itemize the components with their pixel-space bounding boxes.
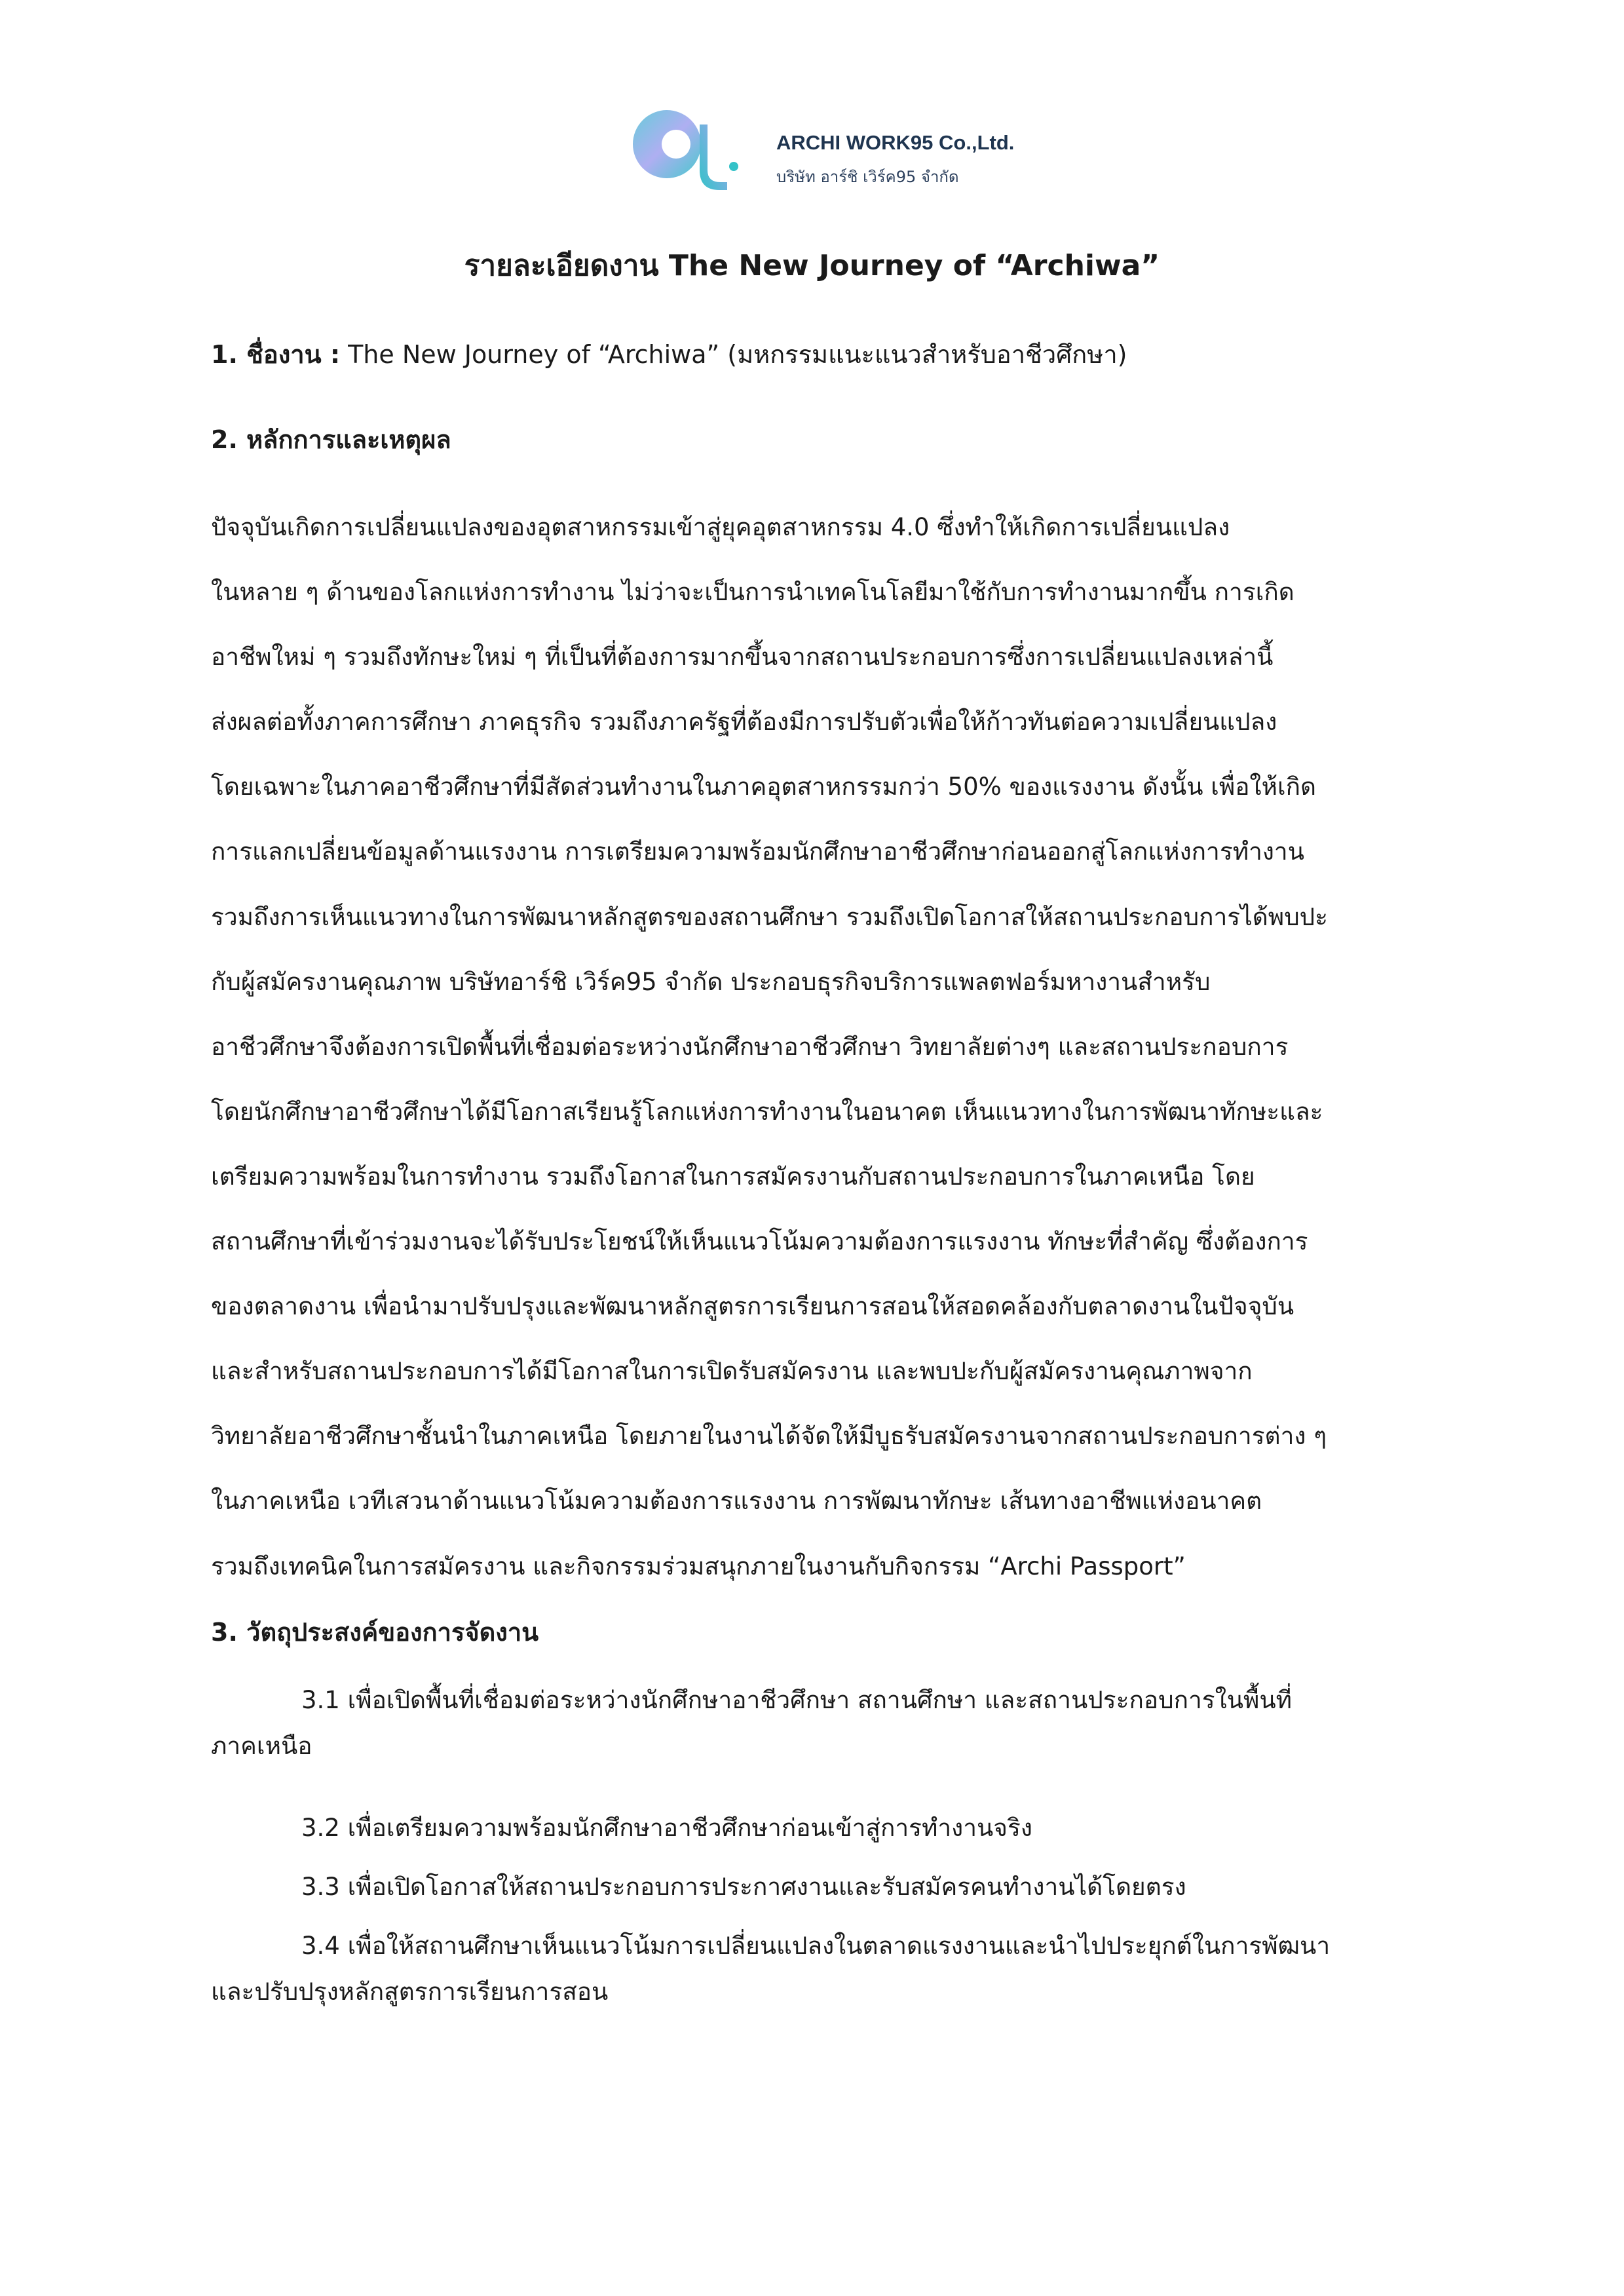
section-3-heading: 3. วัตถุประสงค์ของการจัดงาน [211,1618,539,1647]
company-name: ARCHI WORK95 Co.,Ltd. [776,131,1015,154]
paragraph-line: รวมถึงการเห็นแนวทางในการพัฒนาหลักสูตรของสถานศึกษา รวมถึงเปิดโอกาสให้สถานประกอบการได้พบปะ [211,902,1329,931]
document-title: รายละเอียดงาน The New Journey of “Archiwa” [464,249,1160,282]
paragraph-line: ส่งผลต่อทั้งภาคการศึกษา ภาคธุรกิจ รวมถึงภาครัฐที่ต้องมีการปรับตัวเพื่อให้ก้าวทันต่อความเปลี่ยนแปลง [211,708,1277,737]
paragraph-line: ปัจจุบันเกิดการเปลี่ยนแปลงของอุตสาหกรรมเข้าสู่ยุคอุตสาหกรรม 4.0 ซึ่งทำให้เกิดการเปลี่ยนแปลง [211,513,1230,541]
paragraph-line: ในภาคเหนือ เวทีเสวนาด้านแนวโน้มความต้องการแรงงาน การพัฒนาทักษะ เส้นทางอาชีพแห่งอนาคต [211,1487,1262,1516]
paragraph-line: โดยเฉพาะในภาคอาชีวศึกษาที่มีสัดส่วนทำงานในภาคอุตสาหกรรมกว่า 50% ของแรงงาน ดังนั้น เพื่อให้เกิด [211,773,1317,801]
objective-line: 3.2 เพื่อเตรียมความพร้อมนักศึกษาอาชีวศึกษาก่อนเข้าสู่การทำงานจริง [301,1814,1032,1842]
paragraph-line: อาชีพใหม่ ๆ รวมถึงทักษะใหม่ ๆ ที่เป็นที่ต้องการมากขึ้นจากสถานประกอบการซึ่งการเปลี่ยนแปลงเหล่านี้ [211,643,1274,672]
objective-3-1 [211,1677,1416,1769]
paragraph-line: วิทยาลัยอาชีวศึกษาชั้นนำในภาคเหนือ โดยภายในงานได้จัดให้มีบูธรับสมัครงานจากสถานประกอบการต่าง ๆ [211,1422,1327,1451]
section-1-event-name [211,334,1127,374]
section-1-label: 1. ชื่องาน : [211,340,341,369]
paragraph-line: ของตลาดงาน เพื่อนำมาปรับปรุงและพัฒนาหลักสูตรการเรียนการสอนให้สอดคล้องกับตลาดงานในปัจจุบัน [211,1292,1294,1321]
paragraph-line: กับผู้สมัครงานคุณภาพ บริษัทอาร์ชิ เวิร์ค95 จำกัด ประกอบธุรกิจบริการแพลตฟอร์มหางานสำหรับ [211,967,1211,996]
objective-line: 3.3 เพื่อเปิดโอกาสให้สถานประกอบการประกาศงานและรับสมัครคนทำงานได้โดยตรง [301,1873,1186,1901]
archi-work95-logo-icon [622,98,753,197]
paragraph-line: โดยนักศึกษาอาชีวศึกษาได้มีโอกาสเรียนรู้โลกแห่งการทำงานในอนาคต เห็นแนวทางในการพัฒนาทักษะและ [211,1097,1323,1126]
paragraph-line: สถานศึกษาที่เข้าร่วมงานจะได้รับประโยชน์ให้เห็นแนวโน้มความต้องการแรงงาน ทักษะที่สำคัญ ซึ่งต้องการ [211,1227,1308,1256]
paragraph-line: รวมถึงเทคนิคในการสมัครงาน และกิจกรรมร่วมสนุกภายในงานกับกิจกรรม “Archi Passport” [211,1552,1186,1580]
paragraph-line: การแลกเปลี่ยนข้อมูลด้านแรงงาน การเตรียมความพร้อมนักศึกษาอาชีวศึกษาก่อนออกสู่โลกแห่งการทำงาน [211,837,1304,866]
objective-3-4 [211,1923,1416,2015]
objective-3-3 [211,1864,1416,1910]
section-2-heading: 2. หลักการและเหตุผล [211,425,451,454]
company-name-thai: บริษัท อาร์ชิ เวิร์ค95 จำกัด [776,168,959,186]
objective-line: 3.4 เพื่อให้สถานศึกษาเห็นแนวโน้มการเปลี่ยนแปลงในตลาดแรงงานและนำไปประยุกต์ในการพัฒนา [301,1932,1331,1960]
paragraph-line: เตรียมความพร้อมในการทำงาน รวมถึงโอกาสในการสมัครงานกับสถานประกอบการในภาคเหนือ โดย [211,1162,1255,1191]
objective-line: และปรับปรุงหลักสูตรการเรียนการสอน [211,1978,609,2006]
paragraph-line: อาชีวศึกษาจึงต้องการเปิดพื้นที่เชื่อมต่อระหว่างนักศึกษาอาชีวศึกษา วิทยาลัยต่างๆ และสถานประกอบการ [211,1032,1289,1061]
objective-line: ภาคเหนือ [211,1732,312,1760]
objective-line: 3.1 เพื่อเปิดพื้นที่เชื่อมต่อระหว่างนักศึกษาอาชีวศึกษา สถานศึกษา และสถานประกอบการในพื้นที่ [301,1686,1293,1714]
paragraph-line: และสำหรับสถานประกอบการได้มีโอกาสในการเปิดรับสมัครงาน และพบปะกับผู้สมัครงานคุณภาพจาก [211,1357,1253,1386]
objective-3-2 [211,1805,1416,1851]
section-1-value: The New Journey of “Archiwa” (มหกรรมแนะแนวสำหรับอาชีวศึกษา) [340,340,1127,369]
section-2-paragraph [211,495,1416,1599]
paragraph-line: ในหลาย ๆ ด้านของโลกแห่งการทำงาน ไม่ว่าจะเป็นการนำเทคโนโลยีมาใช้กับการทำงานมากขึ้น การเกิด [211,578,1294,607]
